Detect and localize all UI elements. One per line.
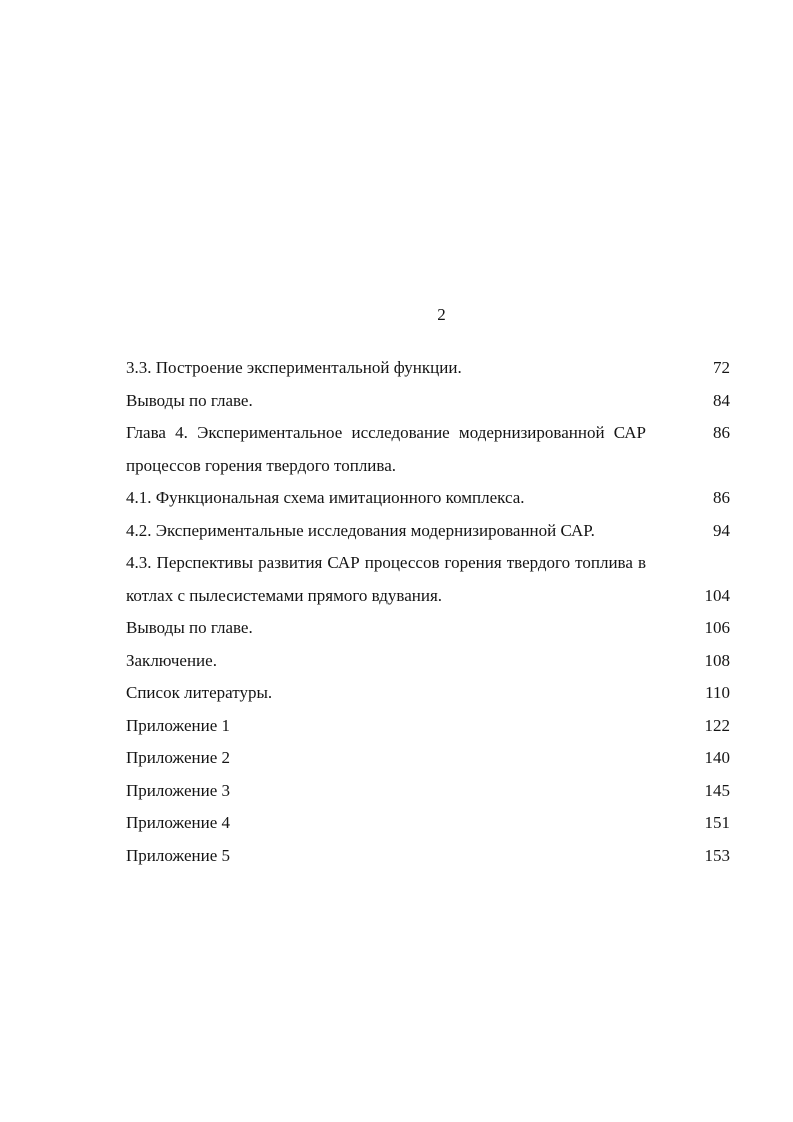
toc-entry-appendix-1 xyxy=(126,710,730,743)
toc-entry-page: 151 xyxy=(704,813,730,832)
toc-entry-title: 4.1. Функциональная схема имитационного комплекса. xyxy=(126,488,525,507)
toc-entry-appendix-2 xyxy=(126,742,730,775)
toc-entry-page: 110 xyxy=(705,683,730,702)
toc-entry-page: 122 xyxy=(704,715,730,735)
toc-entry-title: 4.2. Экспериментальные исследования модернизированной САР. xyxy=(126,520,595,540)
toc-entry-conclusion xyxy=(126,645,730,678)
page-number: 2 xyxy=(437,305,446,324)
toc-entry-references xyxy=(126,677,730,710)
toc-entry-4-1 xyxy=(126,482,730,515)
toc-entry-appendix-4 xyxy=(126,807,730,840)
toc-entry-3-3 xyxy=(126,352,730,385)
toc-entry-title: Выводы по главе. xyxy=(126,390,253,410)
toc-entry-page: 108 xyxy=(704,650,730,670)
toc-entry-appendix-3 xyxy=(126,775,730,808)
toc-entry-page: 86 xyxy=(713,488,730,507)
toc-entry-title: Приложение 5 xyxy=(126,845,230,865)
toc-entry-title: Приложение 2 xyxy=(126,748,230,767)
toc-entry-title: Приложение 3 xyxy=(126,780,230,800)
toc-entry-page: 72 xyxy=(713,358,730,377)
toc-entry-conclusions-ch4 xyxy=(126,612,730,645)
toc-entry-page: 104 xyxy=(704,585,730,605)
toc-entry-page: 94 xyxy=(713,520,730,540)
toc-entry-page: 140 xyxy=(704,748,730,767)
toc-entry-page: 153 xyxy=(704,845,730,865)
toc-entry-4-2 xyxy=(126,515,730,548)
toc-entry-title: Выводы по главе. xyxy=(126,618,253,637)
toc-entry-page: 106 xyxy=(704,618,730,637)
toc-entry-title: 3.3. Построение экспериментальной функции. xyxy=(126,358,462,377)
toc-entry-4-3 xyxy=(126,547,730,612)
toc-entry-appendix-5 xyxy=(126,840,730,873)
table-of-contents xyxy=(126,352,730,872)
toc-entry-title: Список литературы. xyxy=(126,683,273,702)
toc-entry-title: Приложение 1 xyxy=(126,715,230,735)
toc-entry-title: Приложение 4 xyxy=(126,813,230,832)
toc-entry-page: 86 xyxy=(713,423,730,442)
toc-entry-chapter-4 xyxy=(126,417,730,482)
toc-entry-title: 4.3. Перспективы развития САР процессов горения твердого топлива в котлах с пылесистемами прямого вдувания. xyxy=(126,553,646,605)
toc-entry-title: Заключение. xyxy=(126,650,217,670)
toc-entry-page: 145 xyxy=(704,780,730,800)
toc-entry-page: 84 xyxy=(713,390,730,410)
toc-entry-conclusions-ch3 xyxy=(126,385,730,418)
toc-entry-title: Глава 4. Экспериментальное исследование модернизированной САР процессов горения твердого топлива. xyxy=(126,423,646,475)
